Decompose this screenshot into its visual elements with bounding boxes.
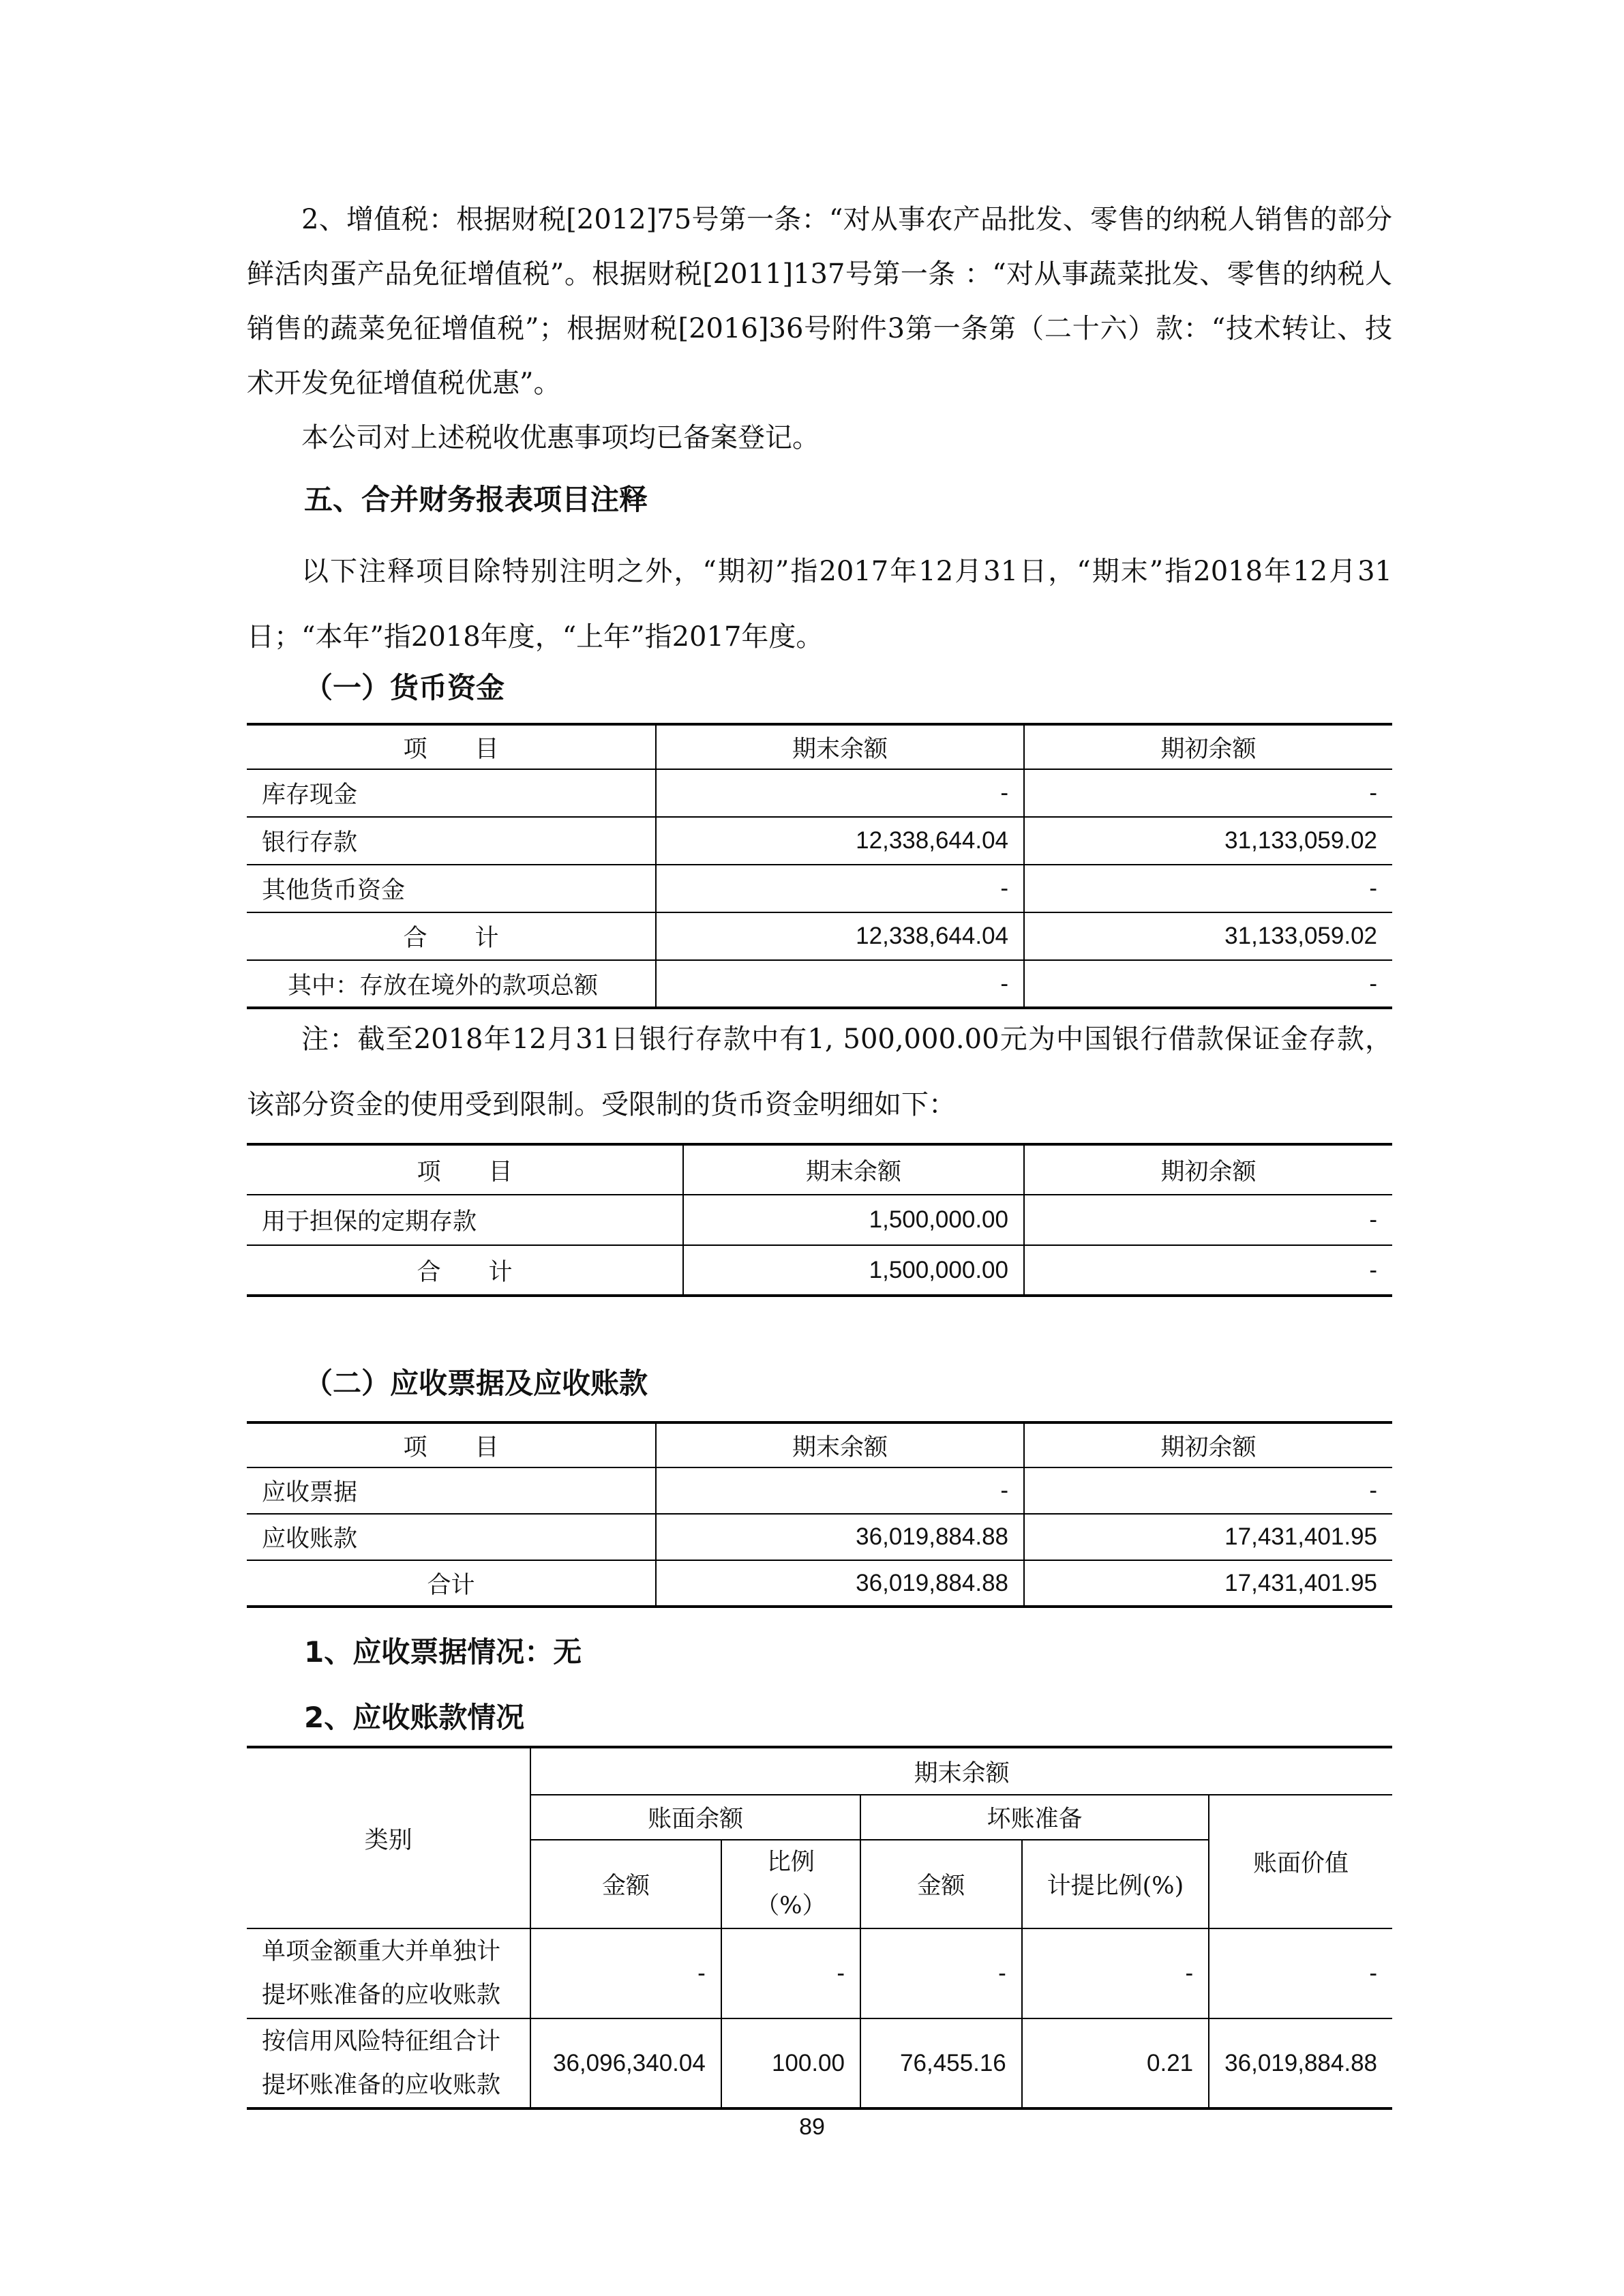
table-row xyxy=(247,1928,1392,2018)
col-header-end: 期末余额 xyxy=(683,1144,1024,1195)
row-begin: - xyxy=(1024,1467,1392,1514)
row-ratio: - xyxy=(721,1928,860,2018)
row-item: 合 计 xyxy=(247,1245,683,1296)
header-ratio-unit: （%） xyxy=(755,1892,826,1920)
row-begin: 17,431,401.95 xyxy=(1024,1560,1392,1607)
row-provision-ratio: - xyxy=(1022,1928,1209,2018)
header-ratio xyxy=(721,1840,860,1928)
header-period-end: 期末余额 xyxy=(530,1747,1392,1795)
row-begin: - xyxy=(1024,769,1392,817)
header-book-balance: 账面余额 xyxy=(530,1795,860,1840)
filing-paragraph: 本公司对上述税收优惠事项均已备案登记。 xyxy=(301,422,819,453)
row-book-value: - xyxy=(1209,1928,1392,2018)
row-provision-ratio: 0.21 xyxy=(1022,2018,1209,2108)
row-end: 1,500,000.00 xyxy=(683,1245,1024,1296)
restricted-funds-table xyxy=(247,1143,1392,1297)
row-begin: 17,431,401.95 xyxy=(1024,1514,1392,1560)
row-item: 其他货币资金 xyxy=(247,865,656,912)
row-end: 36,019,884.88 xyxy=(656,1560,1024,1607)
table-row-total xyxy=(247,1245,1392,1296)
row-begin: 31,133,059.02 xyxy=(1024,912,1392,960)
row-category: 按信用风险特征组合计提坏账准备的应收账款 xyxy=(247,2018,530,2108)
subheading-notes-receivable: 1、应收票据情况：无 xyxy=(304,1635,582,1669)
col-header-begin: 期初余额 xyxy=(1024,1422,1392,1467)
row-end: - xyxy=(656,865,1024,912)
row-item: 库存现金 xyxy=(247,769,656,817)
header-book-value: 账面价值 xyxy=(1209,1795,1392,1928)
vat-paragraph: 2、增值税：根据财税[2012]75号第一条：“对从事农产品批发、零售的纳税人销售的部分鲜活肉蛋产品免征增值税”。根据财税[2011]137号第一条 ：“对从事蔬菜批发、零售的纳税人销售的蔬菜免征增值税”；根据财税[2016]36号附件3第一条第（二十六）款：“技术转让、技术开发免征增值税优惠”。 xyxy=(247,204,1392,399)
receivables-table xyxy=(247,1421,1392,1608)
row-end: 36,019,884.88 xyxy=(656,1514,1024,1560)
table-header-row xyxy=(247,724,1392,769)
header-amount: 金额 xyxy=(530,1840,721,1928)
col-header-begin: 期初余额 xyxy=(1024,724,1392,769)
col-header-end: 期末余额 xyxy=(656,1422,1024,1467)
ar-detail-table xyxy=(247,1746,1392,2110)
header-category: 类别 xyxy=(247,1747,530,1928)
header-ratio-label: 比例 xyxy=(766,1849,815,1876)
row-item: 应收账款 xyxy=(247,1514,656,1560)
table-row xyxy=(247,817,1392,865)
row-bad-debt-amount: - xyxy=(860,1928,1022,2018)
page-number: 89 xyxy=(799,2114,825,2140)
cash-title: （一）货币资金 xyxy=(304,671,505,704)
row-item: 用于担保的定期存款 xyxy=(247,1195,683,1245)
table-row-total xyxy=(247,1560,1392,1607)
table-row xyxy=(247,1467,1392,1514)
col-header-item: 项 目 xyxy=(247,724,656,769)
table-row xyxy=(247,960,1392,1008)
col-header-item: 项 目 xyxy=(247,1422,656,1467)
col-header-end: 期末余额 xyxy=(656,724,1024,769)
row-end: 1,500,000.00 xyxy=(683,1195,1024,1245)
row-begin: - xyxy=(1024,1245,1392,1296)
row-end: - xyxy=(656,1467,1024,1514)
table-row xyxy=(247,769,1392,817)
subheading-accounts-receivable: 2、应收账款情况 xyxy=(304,1701,525,1734)
row-end: - xyxy=(656,960,1024,1008)
table-row-total xyxy=(247,912,1392,960)
row-end: 12,338,644.04 xyxy=(656,817,1024,865)
row-bad-debt-amount: 76,455.16 xyxy=(860,2018,1022,2108)
row-item: 合 计 xyxy=(247,912,656,960)
row-ratio: 100.00 xyxy=(721,2018,860,2108)
row-begin: - xyxy=(1024,960,1392,1008)
row-item: 应收票据 xyxy=(247,1467,656,1514)
header-provision-ratio: 计提比例(%) xyxy=(1022,1840,1209,1928)
note-paragraph: 注：截至2018年12月31日银行存款中有1, 500,000.00元为中国银行借款保证金存款，该部分资金的使用受到限制。受限制的货币资金明细如下： xyxy=(247,1024,1392,1120)
col-header-begin: 期初余额 xyxy=(1024,1144,1392,1195)
table-row xyxy=(247,1514,1392,1560)
row-book-value: 36,019,884.88 xyxy=(1209,2018,1392,2108)
row-end: 12,338,644.04 xyxy=(656,912,1024,960)
row-item: 银行存款 xyxy=(247,817,656,865)
row-amount: - xyxy=(530,1928,721,2018)
table-row xyxy=(247,865,1392,912)
table-header-row xyxy=(247,1422,1392,1467)
header-bad-debt: 坏账准备 xyxy=(860,1795,1209,1840)
row-begin: - xyxy=(1024,1195,1392,1245)
row-category: 单项金额重大并单独计提坏账准备的应收账款 xyxy=(247,1928,530,2018)
table-row xyxy=(247,1195,1392,1245)
row-amount: 36,096,340.04 xyxy=(530,2018,721,2108)
row-item: 合计 xyxy=(247,1560,656,1607)
table-header-row xyxy=(247,1144,1392,1195)
row-item: 其中：存放在境外的款项总额 xyxy=(247,960,656,1008)
cash-table xyxy=(247,723,1392,1009)
table-header-row xyxy=(247,1747,1392,1795)
row-begin: - xyxy=(1024,865,1392,912)
intro-paragraph: 以下注释项目除特别注明之外，“期初”指2017年12月31日，“期末”指2018年12月31日；“本年”指2018年度，“上年”指2017年度。 xyxy=(247,556,1392,653)
row-begin: 31,133,059.02 xyxy=(1024,817,1392,865)
row-end: - xyxy=(656,769,1024,817)
receivables-title: （二）应收票据及应收账款 xyxy=(304,1367,648,1400)
header-bad-debt-amount: 金额 xyxy=(860,1840,1022,1928)
col-header-item: 项 目 xyxy=(247,1144,683,1195)
section-5-title: 五、合并财务报表项目注释 xyxy=(304,483,648,516)
table-row xyxy=(247,2018,1392,2108)
